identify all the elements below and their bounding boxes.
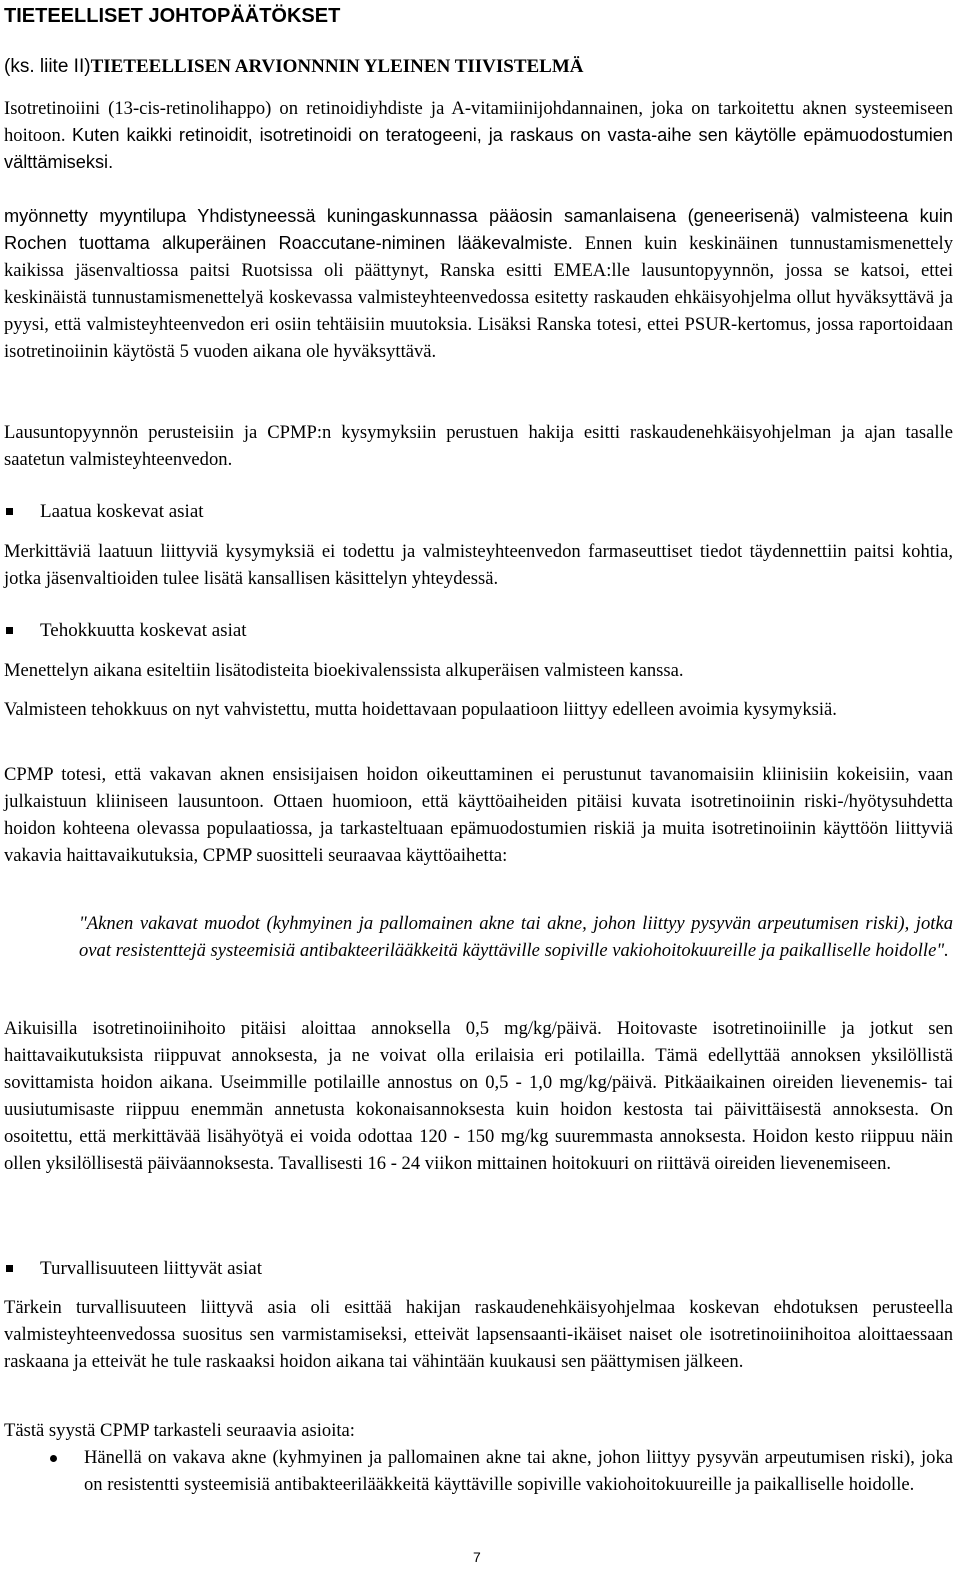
square-bullet-icon [6, 627, 13, 634]
intro-serif-text: Isotretinoiini (13-cis-retinolihappo) on retinoidiyhdiste ja A-vitamiinijohdannainen, joka on tarkoitettu aknen systeemiseen hoitoon. [4, 98, 953, 146]
list-item [4, 1444, 953, 1498]
paragraph-safety: Tärkein turvallisuuteen liittyvä asia oli esittää hakijan raskaudenehkäisyohjelmaa koskevan ehdotuksen perusteella valmisteyhteenvedossa suositus sen varmistamiseksi, etteivät lapsensaanti-ikäiset naiset ole isotretinoiinihoitoa aloittaessaan raskaana ja etteivät he tule raskaaksi hoidon aikana tai vähintään kuukausi sen päättymisen jälkeen. [4, 1297, 953, 1372]
authorisation-sans-text: myönnetty myyntilupa Yhdistyneessä kuningaskunnassa pääosin samanlaisena (geneerisenä) valmisteena kuin Rochen tuottama alkuperäinen Roaccutane-niminen lääkevalmiste. [4, 206, 953, 253]
bullet-dot-icon [50, 1455, 57, 1462]
annex-reference: (ks. liite II) [4, 56, 91, 77]
section-quality-label: Laatua koskevat asiat [40, 501, 204, 522]
section-efficacy [4, 617, 247, 644]
paragraph-dosage: Aikuisilla isotretinoiinihoito pitäisi aloittaa annoksella 0,5 mg/kg/päivä. Hoitovaste isotretinoiinille ja jotkut sen haittavaikutuksista riippuvat annoksesta, ja ne voivat olla erilaisia eri potilailla. Tämä edellyttää annoksen yksilöllistä sovittamista hoidon aikana. Useimmille potilaille annostus on 0,5 - 1,0 mg/kg/päivä. Pitkäaikainen oireiden lievenemis- tai uusiutumisaste riippuu enemmän annetusta kokonaisannoksesta kuin hoidon kestosta tai päivittäisestä annoksesta. On osoitettu, että merkittävää lisähyötyä ei voida odottaa 120 - 150 mg/kg suuremmasta annoksesta. Hoidon kesto riippuu näin ollen yksilöllisestä päiväannoksesta. Tavallisesti 16 - 24 viikon mittainen hoitokuuri on riittävä oireiden lievenemiseen. [4, 1018, 953, 1174]
section-efficacy-label: Tehokkuutta koskevat asiat [40, 620, 247, 641]
section-safety-label: Turvallisuuteen liittyvät asiat [40, 1258, 262, 1279]
cpmp-text-b: Ottaen huomioon, että käyttöaiheiden pitäisi kuvata isotretinoiinin riski-/hyötysuhdetta hoidon kohteena olevassa populaatiossa, ja tarkasteltuaan epämuodostumien riskiä ja muita isotretinoiinin käyttöön liittyviä vakavia haittavaikutuksia, CPMP suositteli seuraavaa käyttöaihetta: [4, 791, 953, 866]
paragraph-cpmp-indication [4, 761, 953, 869]
paragraph-cpmp-considerations: Tästä syystä CPMP tarkasteli seuraavia asioita: [4, 1420, 355, 1441]
section-safety [4, 1255, 262, 1282]
paragraph-bioequivalence: Menettelyn aikana esiteltiin lisätodisteita bioekivalenssista alkuperäisen valmisteen kanssa. [4, 660, 684, 681]
paragraph-applicant: Lausuntopyynnön perusteisiin ja CPMP:n kysymyksiin perustuen hakija esitti raskaudenehkäisyohjelman ja ajan tasalle saatetun valmisteyhteenvedon. [4, 422, 953, 470]
cpmp-text-a: CPMP totesi, että vakavan aknen ensisijaisen hoidon oikeuttaminen ei perustunut tavanomaisiin kliinisiin kokeisiin, vaan julkaistuun kliiniseen lausuntoon. [4, 764, 953, 812]
summary-title: TIETEELLISEN ARVIONNNIN YLEINEN TIIVISTELMÄ [90, 56, 584, 77]
paragraph-authorisation [4, 203, 953, 365]
paragraph-intro [4, 95, 953, 176]
square-bullet-icon [6, 1265, 13, 1272]
section-quality [4, 498, 204, 525]
intro-sans-text: Kuten kaikki retinoidit, isotretinoidi on teratogeeni, ja raskaus on vasta-aihe sen käytölle epämuodostumien välttämiseksi. [4, 125, 953, 172]
square-bullet-icon [6, 508, 13, 515]
page-number: 7 [473, 1549, 481, 1565]
list-item-text: Hänellä on vakava akne (kyhmyinen ja pallomainen akne tai akne, johon liittyy pysyvän arpeutumisen riski), joka on resistentti systeemisiä antibakteerilääkkeitä käyttäville sopiville vakiohoitokuureille ja paikalliselle hoidolle. [84, 1447, 953, 1495]
section-title [4, 55, 584, 79]
page-heading: TIETEELLISET JOHTOPÄÄTÖKSET [4, 5, 341, 27]
paragraph-efficacy-confirmed: Valmisteen tehokkuus on nyt vahvistettu, mutta hoidettavaan populaatioon liittyy edelleen avoimia kysymyksiä. [4, 699, 837, 720]
authorisation-serif-text: Ennen kuin keskinäinen tunnustamismenettely kaikissa jäsenvaltiossa paitsi Ruotsissa oli päättynyt, Ranska esitti EMEA:lle lausuntopyynnön, jossa se katsoi, ettei keskinäistä tunnustamismenettelyä koskevassa valmisteyhteenvedossa esitetty raskauden ehkäisyohjelma ollut hyväksyttävä ja pyysi, että valmisteyhteenvedon eri osiin tehtäisiin muutoksia. Lisäksi Ranska totesi, ettei PSUR-kertomus, jossa raportoidaan isotretinoiinin käytöstä 5 vuoden aikana ole hyväksyttävä. [4, 233, 954, 362]
indication-quote: "Aknen vakavat muodot (kyhmyinen ja pallomainen akne tai akne, johon liittyy pysyvän arpeutumisen riski), jotka ovat resistenttejä systeemisiä antibakteerilääkkeitä käyttäville sopiville vakiohoitokuureille ja paikalliselle hoidolle". [79, 913, 953, 961]
paragraph-quality: Merkittäviä laatuun liittyviä kysymyksiä ei todettu ja valmisteyhteenvedon farmaseuttiset tiedot täydennettiin paitsi kohtia, jotka jäsenvaltioiden tulee lisätä kansallisen käsittelyn yhteydessä. [4, 541, 953, 589]
